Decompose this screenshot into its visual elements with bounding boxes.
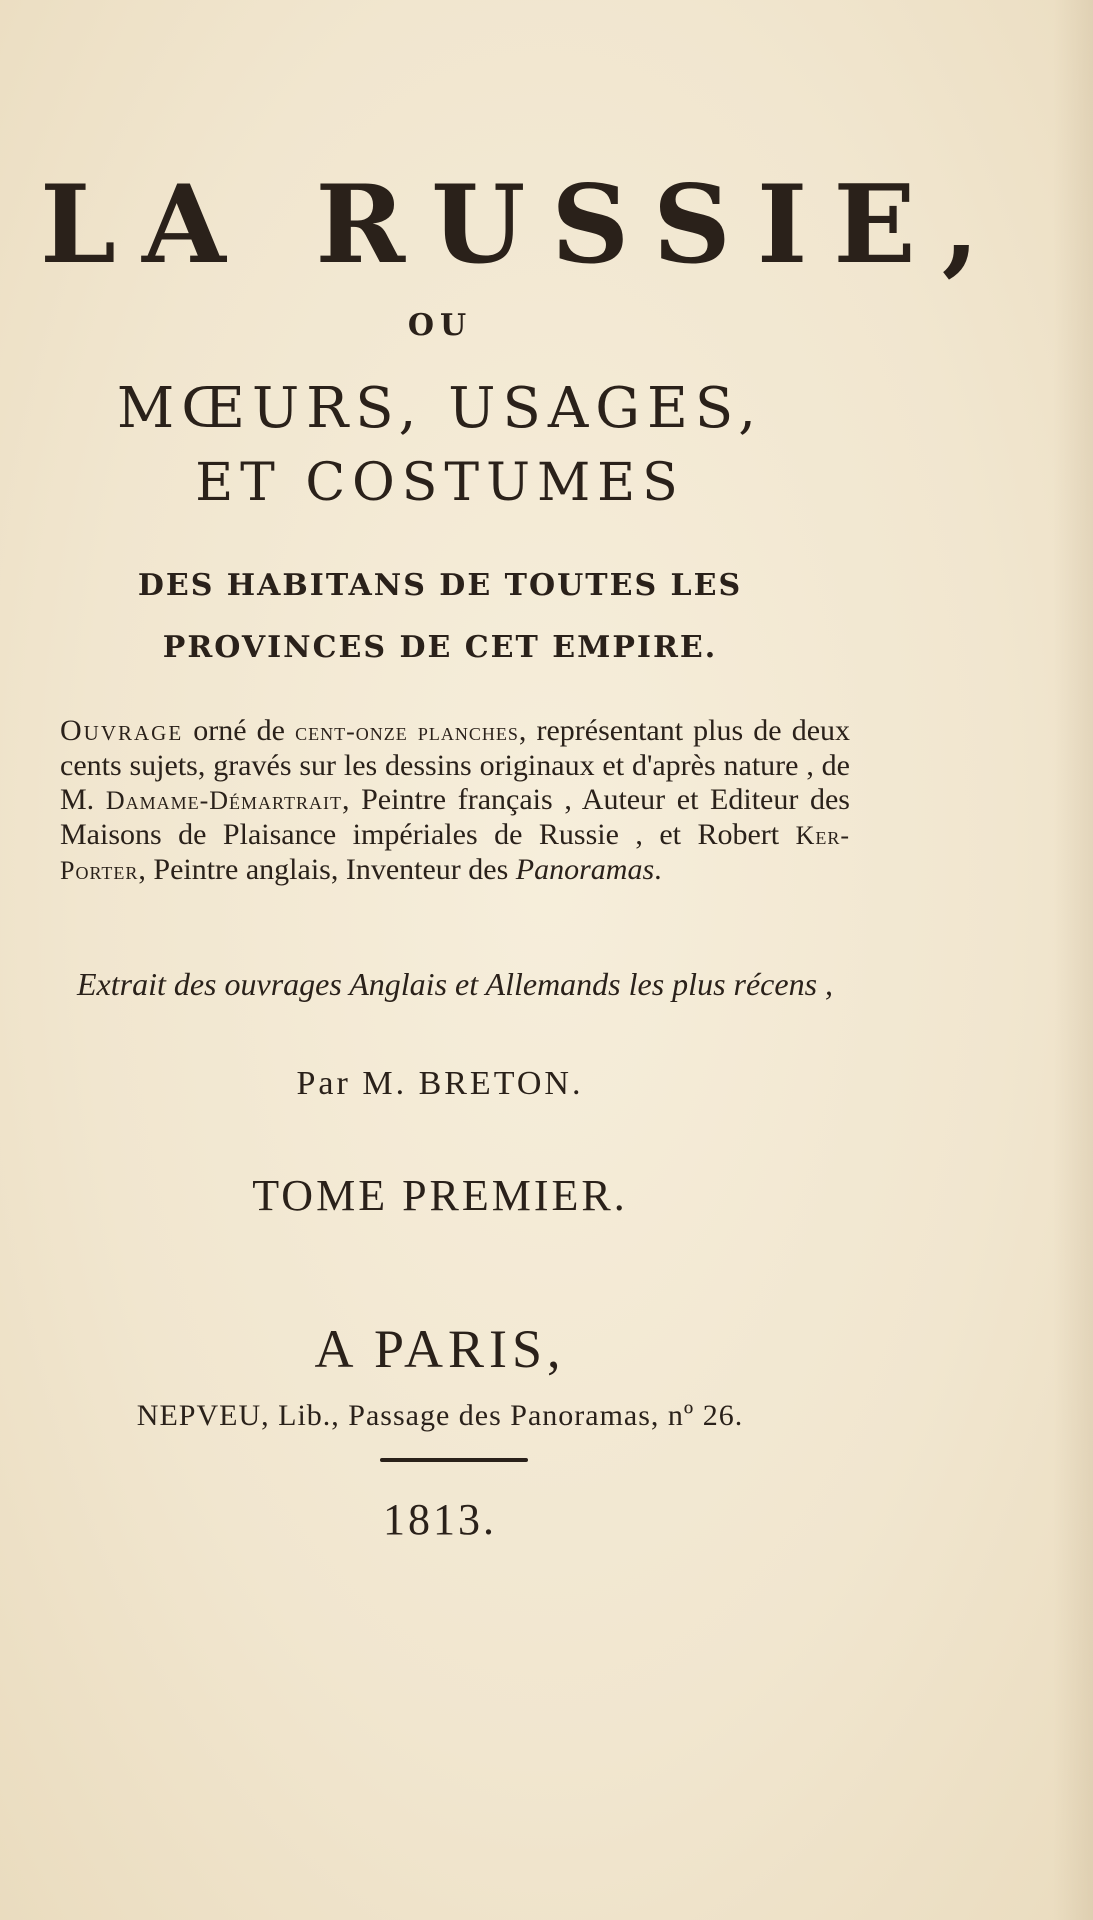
page-edge-shadow xyxy=(1053,0,1093,1920)
description-part-1: orné de xyxy=(183,714,296,747)
description-part-4: , Peintre anglais, Inventeur des xyxy=(138,853,516,886)
description-part-2: , représentant plus de deux cents sujets, gravés sur les dessins originaux et d'après nature , de M. xyxy=(60,714,851,816)
work-description xyxy=(60,714,850,888)
subtitle-line-3: DES HABITANS DE TOUTES LES xyxy=(137,568,743,603)
title-connector: OU xyxy=(407,308,473,343)
divider-rule xyxy=(380,1458,528,1462)
subtitle-line-4: PROVINCES DE CET EMPIRE. xyxy=(162,630,718,665)
description-part-5: . xyxy=(654,853,662,886)
description-part-3: , Peintre français , Auteur et Editeur des Maisons de Plaisance impériales de Russie , et Robert xyxy=(60,783,850,851)
main-title: LA RUSSIE, xyxy=(40,162,1006,288)
author-line: Par M. BRETON. xyxy=(296,1065,584,1102)
description-plates: cent-onze planches xyxy=(295,717,519,746)
volume-line: TOME PREMIER. xyxy=(252,1171,628,1220)
description-panoramas: Panoramas xyxy=(515,853,655,886)
year-line: 1813. xyxy=(383,1495,497,1544)
city-line: A PARIS, xyxy=(314,1319,566,1379)
subtitle-line-1: MŒURS, USAGES, xyxy=(116,376,764,441)
description-lead: Ouvrage xyxy=(60,714,184,747)
publisher-line: NEPVEU, Lib., Passage des Panoramas, nº 26. xyxy=(136,1399,744,1432)
subtitle-line-2: ET COSTUMES xyxy=(195,453,685,513)
extract-note: Extrait des ouvrages Anglais et Allemands les plus récens , xyxy=(76,966,834,1002)
description-artist-2: Ker-Porter xyxy=(60,821,850,885)
description-artist-1: Damame-Démartrait xyxy=(105,786,342,815)
